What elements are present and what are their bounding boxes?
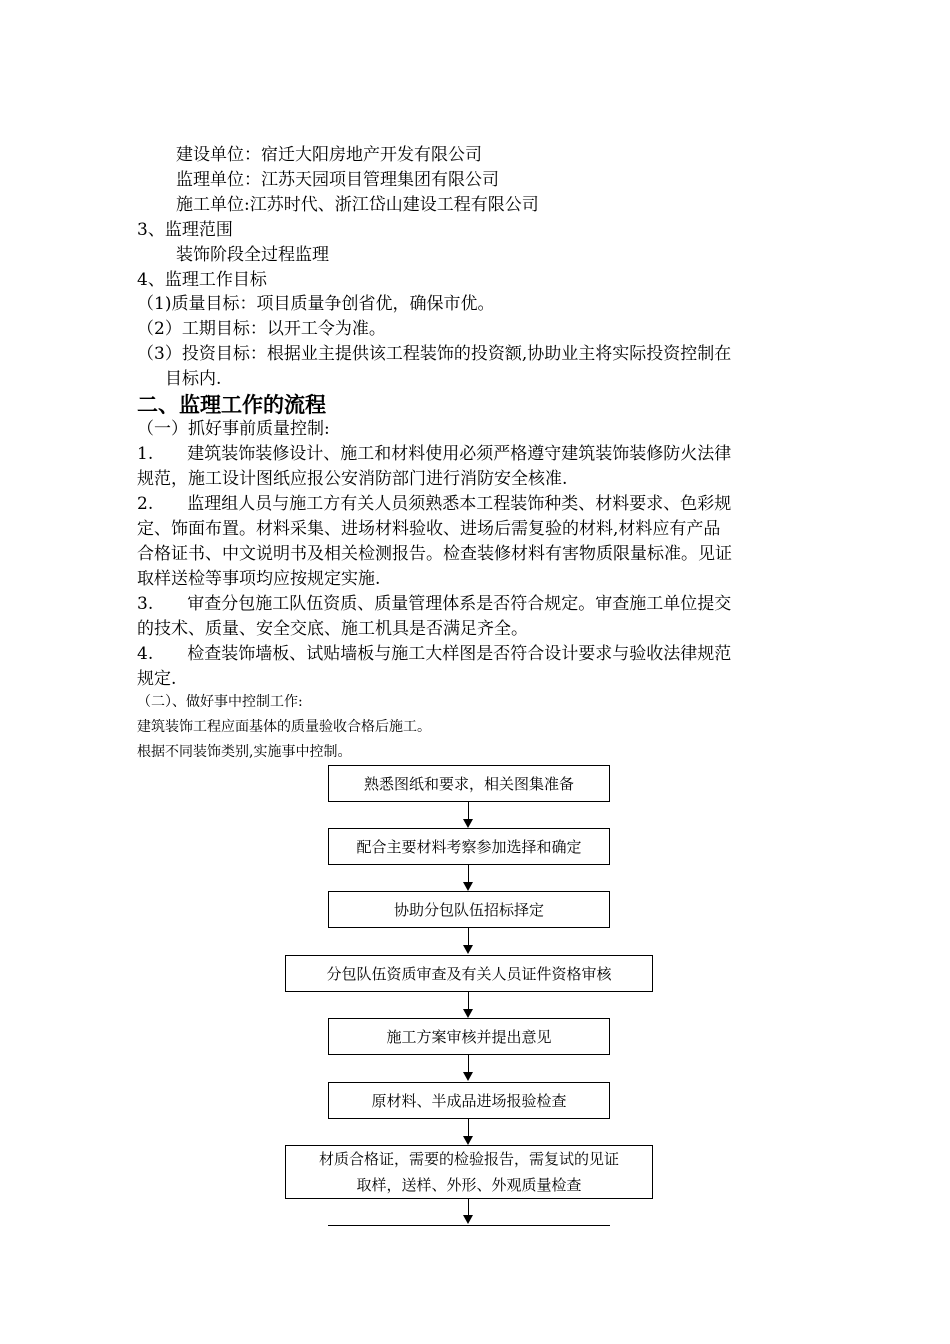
section-heading: 二、监理工作的流程 [137,393,326,417]
goal-quality: （1)质量目标：项目质量争创省优，确保市优。 [137,294,495,314]
flow-step-5-label: 施工方案审核并提出意见 [386,1027,552,1046]
goal-schedule: （2）工期目标：以开工令为准。 [137,319,386,339]
construction-unit: 建设单位：宿迁大阳房地产开发有限公司 [176,145,482,165]
builder-unit: 施工单位:江苏时代、浙江岱山建设工程有限公司 [176,195,539,215]
flow-step-1-label: 熟悉图纸和要求，相关图集准备 [363,774,574,793]
flow-step-6-label: 原材料、半成品进场报验检查 [371,1091,567,1110]
flow-step-7 [285,1145,653,1199]
flow-step-2-label: 配合主要材料考察参加选择和确定 [356,837,582,856]
item-1-line1: 1. 建筑装饰装修设计、施工和材料使用必须严格遵守建筑装饰装修防火法律 [137,444,732,464]
goals-title: 4、监理工作目标 [137,270,267,290]
flow-step-3-label: 协助分包队伍招标择定 [393,900,544,919]
scope-title: 3、监理范围 [137,220,233,240]
flow-continuation-line [328,1225,610,1226]
scope-content: 装饰阶段全过程监理 [176,245,329,265]
supervision-unit: 监理单位：江苏天园项目管理集团有限公司 [176,170,499,190]
note-base-acceptance: 建筑装饰工程应面基体的质量验收合格后施工。 [137,719,431,735]
item-2-line3: 合格证书、中文说明书及相关检测报告。检查装修材料有害物质限量标准。见证 [137,544,732,564]
subsection-in-process-control: （二）、做好事中控制工作: [137,694,303,710]
flow-step-7-label-line1: 材质合格证，需要的检验报告，需复试的见证 [318,1150,619,1168]
flow-step-5 [328,1018,610,1055]
item-3-line2: 的技术、质量、安全交底、施工机具是否满足齐全。 [137,619,528,639]
flow-step-6 [328,1082,610,1119]
item-3-line1: 3. 审查分包施工队伍资质、质量管理体系是否符合规定。审查施工单位提交 [137,594,732,614]
subsection-pre-control: （一）抓好事前质量控制: [137,419,330,439]
flow-step-3 [328,891,610,928]
item-2-line2: 定、饰面布置。材料采集、进场材料验收、进场后需复验的材料,材料应有产品 [137,519,721,539]
goal-investment-line2: 目标内. [165,369,222,389]
flow-step-7-label-line2: 取样，送样、外形、外观质量检查 [356,1176,582,1194]
flow-step-1 [328,765,610,802]
flow-step-4-label: 分包队伍资质审查及有关人员证件资格审核 [326,964,612,983]
note-by-category: 根据不同装饰类别,实施事中控制。 [137,744,352,760]
item-4-line1: 4. 检查装饰墙板、试贴墙板与施工大样图是否符合设计要求与验收法律规范 [137,644,732,664]
item-4-line2: 规定. [137,669,177,689]
goal-investment-line1: （3）投资目标：根据业主提供该工程装饰的投资额,协助业主将实际投资控制在 [137,344,732,364]
flow-step-2 [328,828,610,865]
flow-step-4 [285,955,653,992]
item-2-line1: 2. 监理组人员与施工方有关人员须熟悉本工程装饰种类、材料要求、色彩规 [137,494,732,514]
item-1-line2: 规范，施工设计图纸应报公安消防部门进行消防安全核准. [137,469,568,489]
item-2-line4: 取样送检等事项均应按规定实施. [137,569,381,589]
